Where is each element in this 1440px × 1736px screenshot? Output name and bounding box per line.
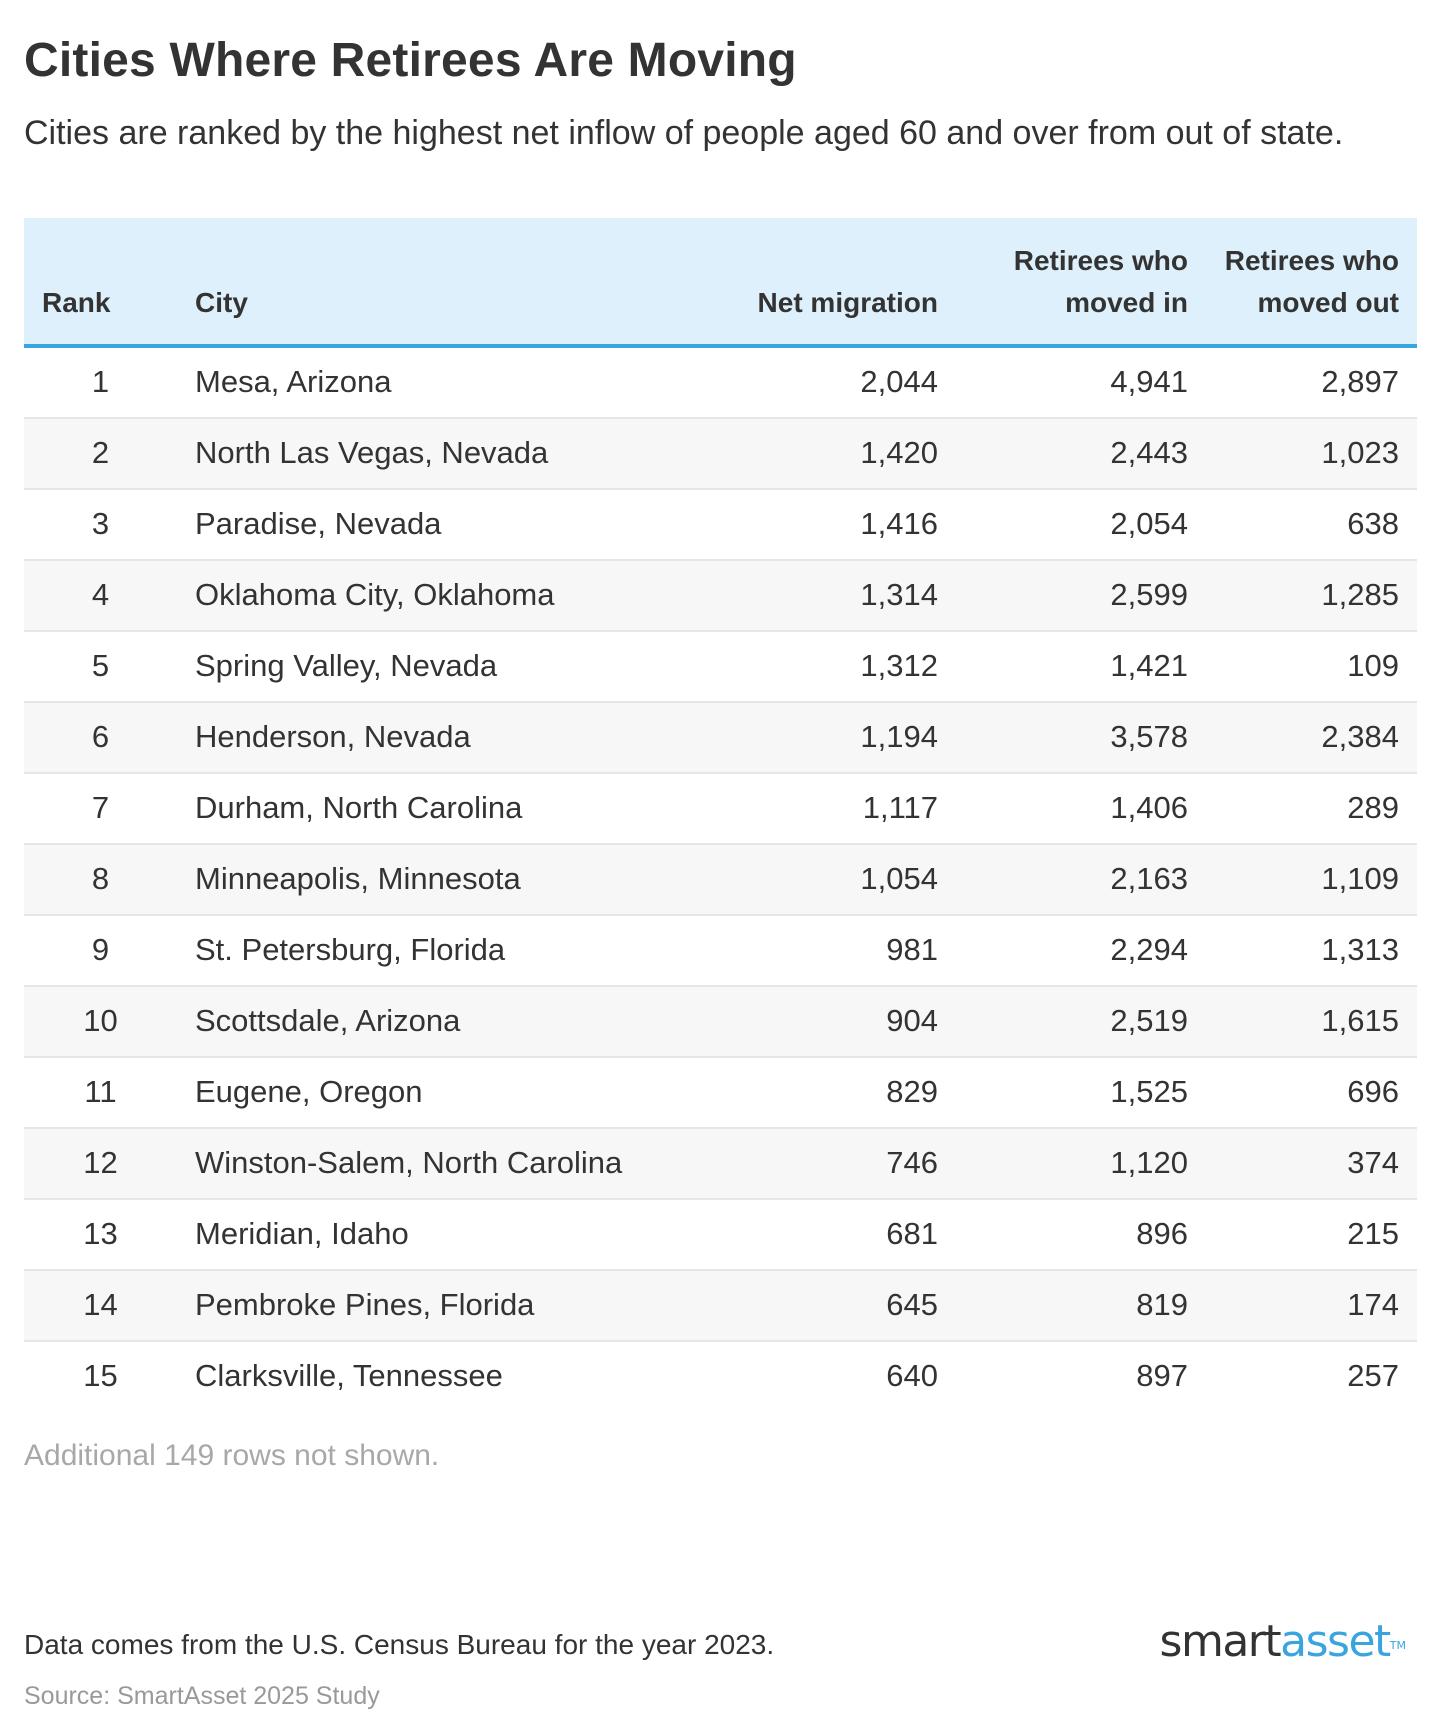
cell-moved-out: 109 — [1206, 631, 1417, 702]
cell-moved-out: 374 — [1206, 1128, 1417, 1199]
cell-city: Minneapolis, Minnesota — [177, 844, 706, 915]
table-row — [24, 702, 1417, 773]
cell-net-migration: 829 — [706, 1057, 956, 1128]
table-row — [24, 346, 1417, 418]
cell-net-migration: 1,054 — [706, 844, 956, 915]
cell-net-migration: 1,117 — [706, 773, 956, 844]
cell-city: Clarksville, Tennessee — [195, 1358, 503, 1393]
logo-text-smart: smart — [1159, 1616, 1281, 1667]
page-subtitle: Cities are ranked by the highest net inflow of people aged 60 and over from out of state. — [24, 114, 1344, 152]
data-note: Data comes from the U.S. Census Bureau for the year 2023. — [24, 1629, 775, 1660]
cell-net-migration: 904 — [706, 986, 956, 1057]
cell-city: Eugene, Oregon — [177, 1057, 706, 1128]
cell-net-migration: 640 — [886, 1358, 938, 1393]
table-row — [24, 773, 1417, 844]
cell-net-migration: 1,312 — [706, 631, 956, 702]
cell-city: Durham, North Carolina — [177, 773, 706, 844]
table-row — [24, 1341, 1417, 1411]
cell-rank: 9 — [24, 915, 177, 986]
cell-city: Scottsdale, Arizona — [177, 986, 706, 1057]
cell-moved-in: 3,578 — [956, 702, 1206, 773]
cell-net-migration: 1,416 — [706, 489, 956, 560]
column-header-net-migration: Net migration — [706, 218, 956, 346]
cell-city: St. Petersburg, Florida — [177, 915, 706, 986]
column-header-city: City — [177, 218, 706, 346]
cell-moved-out: 696 — [1206, 1057, 1417, 1128]
cell-moved-out: 174 — [1206, 1270, 1417, 1341]
cell-city: Oklahoma City, Oklahoma — [177, 560, 706, 631]
table-header-row — [24, 218, 1417, 346]
cell-city: Paradise, Nevada — [177, 489, 706, 560]
cell-moved-in: 2,054 — [956, 489, 1206, 560]
cell-moved-out: 1,285 — [1206, 560, 1417, 631]
cell-city: Pembroke Pines, Florida — [177, 1270, 706, 1341]
logo-trademark: TM — [1389, 1639, 1406, 1652]
cell-moved-in: 2,599 — [956, 560, 1206, 631]
column-header-rank: Rank — [24, 218, 177, 346]
cell-city: North Las Vegas, Nevada — [177, 418, 706, 489]
table-row — [24, 1057, 1417, 1128]
cell-net-migration: 681 — [706, 1199, 956, 1270]
cell-moved-out: 257 — [1347, 1358, 1399, 1393]
cell-rank: 8 — [24, 844, 177, 915]
cell-city: Mesa, Arizona — [177, 346, 706, 418]
page-title: Cities Where Retirees Are Moving — [24, 34, 797, 87]
cell-rank: 14 — [24, 1270, 177, 1341]
cell-moved-out: 215 — [1206, 1199, 1417, 1270]
cell-moved-out: 1,109 — [1206, 844, 1417, 915]
table-body — [24, 346, 1417, 1411]
cell-rank: 6 — [24, 702, 177, 773]
column-header-moved-in: Retirees who moved in — [956, 218, 1206, 346]
cell-moved-out: 1,023 — [1206, 418, 1417, 489]
cell-moved-in: 896 — [956, 1199, 1206, 1270]
cell-moved-in: 4,941 — [956, 346, 1206, 418]
table-row — [24, 560, 1417, 631]
cell-rank: 15 — [83, 1358, 118, 1393]
smartasset-logo — [1160, 1616, 1406, 1668]
table-row — [24, 418, 1417, 489]
cell-net-migration: 645 — [706, 1270, 956, 1341]
cell-moved-out: 1,313 — [1206, 915, 1417, 986]
table-row — [24, 844, 1417, 915]
cell-city: Spring Valley, Nevada — [177, 631, 706, 702]
cell-moved-in: 819 — [956, 1270, 1206, 1341]
cell-moved-in: 897 — [1136, 1358, 1188, 1393]
table-row — [24, 631, 1417, 702]
cell-moved-in: 2,294 — [956, 915, 1206, 986]
source-note: Source: SmartAsset 2025 Study — [24, 1682, 380, 1710]
cell-net-migration: 1,420 — [706, 418, 956, 489]
cell-net-migration: 981 — [706, 915, 956, 986]
cell-rank: 2 — [24, 418, 177, 489]
data-table — [24, 218, 1417, 1411]
cell-city: Meridian, Idaho — [177, 1199, 706, 1270]
cell-moved-out: 2,384 — [1206, 702, 1417, 773]
cell-moved-in: 1,406 — [956, 773, 1206, 844]
table-row — [24, 1128, 1417, 1199]
footer — [24, 1616, 1416, 1736]
cell-rank: 13 — [24, 1199, 177, 1270]
table-row — [24, 986, 1417, 1057]
cell-moved-in: 1,120 — [956, 1128, 1206, 1199]
cell-rank: 4 — [24, 560, 177, 631]
cell-rank: 11 — [24, 1057, 177, 1128]
cell-moved-out: 638 — [1206, 489, 1417, 560]
cell-rank: 12 — [24, 1128, 177, 1199]
table-row — [24, 915, 1417, 986]
table-row — [24, 489, 1417, 560]
cell-moved-out: 289 — [1206, 773, 1417, 844]
cell-rank: 10 — [24, 986, 177, 1057]
cell-moved-out: 1,615 — [1206, 986, 1417, 1057]
cell-net-migration: 1,194 — [706, 702, 956, 773]
cell-moved-in: 2,443 — [956, 418, 1206, 489]
cell-rank: 1 — [24, 346, 177, 418]
cell-moved-in: 1,525 — [956, 1057, 1206, 1128]
cell-city: Winston-Salem, North Carolina — [177, 1128, 706, 1199]
cell-rank: 7 — [24, 773, 177, 844]
cell-city: Henderson, Nevada — [177, 702, 706, 773]
more-rows-note: Additional 149 rows not shown. — [24, 1439, 440, 1472]
cell-net-migration: 1,314 — [706, 560, 956, 631]
table-row — [24, 1199, 1417, 1270]
cell-moved-out: 2,897 — [1206, 346, 1417, 418]
table-row — [24, 1270, 1417, 1341]
cell-rank: 3 — [24, 489, 177, 560]
column-header-moved-out: Retirees who moved out — [1206, 218, 1417, 346]
cell-moved-in: 2,519 — [956, 986, 1206, 1057]
cell-net-migration: 746 — [706, 1128, 956, 1199]
cell-moved-in: 1,421 — [956, 631, 1206, 702]
logo-text-asset: asset — [1280, 1616, 1390, 1667]
cell-net-migration: 2,044 — [706, 346, 956, 418]
cell-rank: 5 — [24, 631, 177, 702]
cell-moved-in: 2,163 — [956, 844, 1206, 915]
